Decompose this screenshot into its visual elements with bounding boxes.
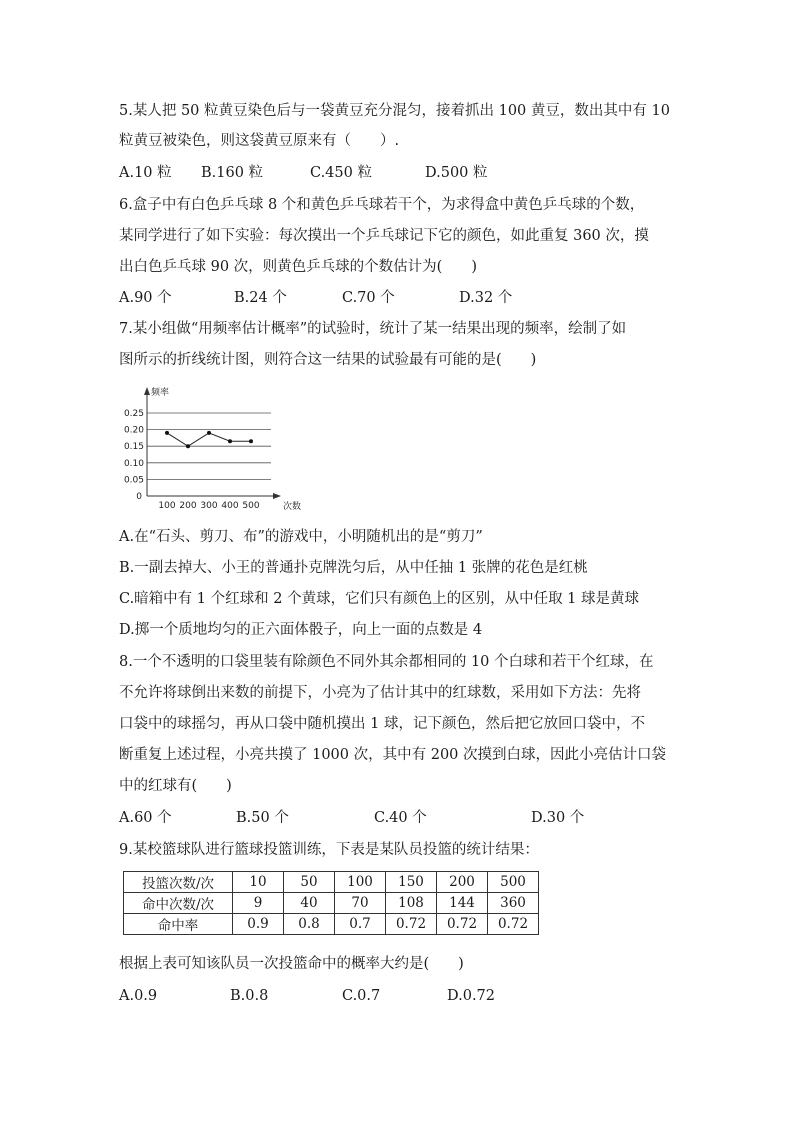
x-tick-label: 300 — [200, 501, 218, 511]
y-tick-label: 0.25 — [123, 409, 144, 419]
q9-option-a: A.0.9 — [119, 988, 158, 1004]
table-cell: 100 — [335, 872, 386, 893]
table-cell: 40 — [284, 893, 335, 914]
q8-line-5: 中的红球有( ) — [119, 778, 232, 794]
q9-options — [119, 986, 719, 1006]
q7-line-2: 图所示的折线统计图，则符合这一结果的试验最有可能的是( ) — [119, 352, 537, 368]
q5-option-c: C.450 粒 — [310, 165, 372, 181]
y-tick-label: 0.10 — [123, 458, 144, 469]
q5-option-b: B.160 粒 — [201, 165, 264, 181]
frequency-line-chart — [116, 382, 302, 514]
table-row-header: 命中次数/次 — [124, 893, 233, 914]
data-point — [165, 431, 169, 435]
x-tick-label: 200 — [179, 501, 197, 511]
table-cell: 0.9 — [233, 914, 284, 935]
y-tick-label: 0.15 — [123, 442, 144, 453]
q6-option-d: D.32 个 — [459, 290, 513, 306]
table-cell: 500 — [488, 872, 539, 893]
x-tick-label: 400 — [221, 501, 239, 511]
q6-option-c: C.70 个 — [342, 290, 395, 306]
table-cell: 50 — [284, 872, 335, 893]
q6-line-2: 某同学进行了如下实验：每次摸出一个乒乓球记下它的颜色，如此重复 360 次，摸 — [119, 228, 649, 244]
q9-option-d: D.0.72 — [447, 988, 496, 1004]
data-point — [228, 439, 232, 443]
q7-line-1: 7.某小组做“用频率估计概率”的试验时，统计了某一结果出现的频率，绘制了如 — [119, 321, 627, 337]
q6-option-a: A.90 个 — [119, 290, 172, 306]
x-axis-label: 次数 — [283, 502, 302, 512]
y-tick-label: 0.20 — [123, 425, 144, 436]
q6-option-b: B.24 个 — [234, 290, 287, 306]
q9-option-c: C.0.7 — [342, 988, 381, 1004]
y-axis-label: 频率 — [151, 388, 170, 398]
q8-option-d: D.30 个 — [531, 810, 585, 826]
y-axis-arrow — [144, 387, 150, 395]
q9-option-b: B.0.8 — [230, 988, 269, 1004]
q8-option-b: B.50 个 — [236, 810, 289, 826]
table-row — [124, 914, 539, 935]
y-tick-labels — [124, 409, 144, 502]
table-cell: 144 — [437, 893, 488, 914]
q7-option-d: D.掷一个质地均匀的正六面体骰子，向上一面的点数是 4 — [119, 622, 483, 638]
q8-line-2: 不允许将球倒出来数的前提下，小亮为了估计其中的红球数，采用如下方法：先将 — [119, 685, 641, 701]
q8-option-a: A.60 个 — [119, 810, 172, 826]
y-tick-label: 0 — [136, 492, 142, 502]
table-cell: 0.7 — [335, 914, 386, 935]
table-cell: 70 — [335, 893, 386, 914]
x-tick-label: 100 — [158, 501, 176, 511]
q8-line-3: 口袋中的球摇匀，再从口袋中随机摸出 1 球，记下颜色，然后把它放回口袋中，不 — [119, 716, 645, 732]
q6-line-1: 6.盒子中有白色乒乓球 8 个和黄色乒乓球若干个，为求得盒中黄色乒乓球的个数， — [119, 197, 645, 213]
x-tick-labels — [158, 501, 259, 511]
q8-line-4: 断重复上述过程，小亮共摸了 1000 次，其中有 200 次摸到白球，因此小亮估计口袋 — [119, 747, 667, 763]
table-cell: 0.8 — [284, 914, 335, 935]
table-row — [124, 872, 539, 893]
q5-option-d: D.500 粒 — [425, 165, 488, 181]
q6-options — [119, 288, 719, 308]
q8-options — [119, 808, 719, 828]
chart-grid — [147, 413, 271, 479]
table-cell: 0.72 — [386, 914, 437, 935]
q9-line-1: 9.某校篮球队进行篮球投篮训练，下表是某队员投篮的统计结果： — [119, 842, 539, 858]
table-cell: 360 — [488, 893, 539, 914]
q5-line-1: 5.某人把 50 粒黄豆染色后与一袋黄豆充分混匀，接着抓出 100 黄豆，数出其中有 10 — [119, 103, 670, 119]
table-cell: 150 — [386, 872, 437, 893]
q5-line-2: 粒黄豆被染色，则这袋黄豆原来有（ ）. — [119, 133, 400, 149]
q7-option-c: C.暗箱中有 1 个红球和 2 个黄球，它们只有颜色上的区别，从中任取 1 球是黄球 — [119, 591, 640, 607]
x-axis-arrow — [273, 493, 281, 499]
q9-line-2: 根据上表可知该队员一次投篮命中的概率大约是( ) — [119, 956, 464, 972]
table-cell: 200 — [437, 872, 488, 893]
data-point — [186, 444, 190, 448]
q7-option-a: A.在“石头、剪刀、布”的游戏中，小明随机出的是“剪刀” — [119, 529, 483, 545]
q8-line-1: 8.一个不透明的口袋里装有除颜色不同外其余都相同的 10 个白球和若干个红球，在 — [119, 654, 654, 670]
q6-line-3: 出白色乒乓球 90 次，则黄色乒乓球的个数估计为( ) — [119, 259, 477, 275]
q5-option-a: A.10 粒 — [119, 165, 172, 181]
data-point — [249, 439, 253, 443]
table-cell: 9 — [233, 893, 284, 914]
table-cell: 0.72 — [488, 914, 539, 935]
table-cell: 10 — [233, 872, 284, 893]
table-cell: 108 — [386, 893, 437, 914]
table-row — [124, 893, 539, 914]
x-tick-label: 500 — [242, 501, 260, 511]
table-row-header: 投篮次数/次 — [124, 872, 233, 893]
y-tick-label: 0.05 — [123, 475, 144, 486]
data-point — [207, 431, 211, 435]
q7-option-b: B.一副去掉大、小王的普通扑克牌洗匀后，从中任抽 1 张牌的花色是红桃 — [119, 560, 588, 576]
q5-options — [119, 163, 719, 183]
table-cell: 0.72 — [437, 914, 488, 935]
shooting-stats-table — [123, 871, 539, 935]
q8-option-c: C.40 个 — [374, 810, 427, 826]
table-row-header: 命中率 — [124, 914, 233, 935]
